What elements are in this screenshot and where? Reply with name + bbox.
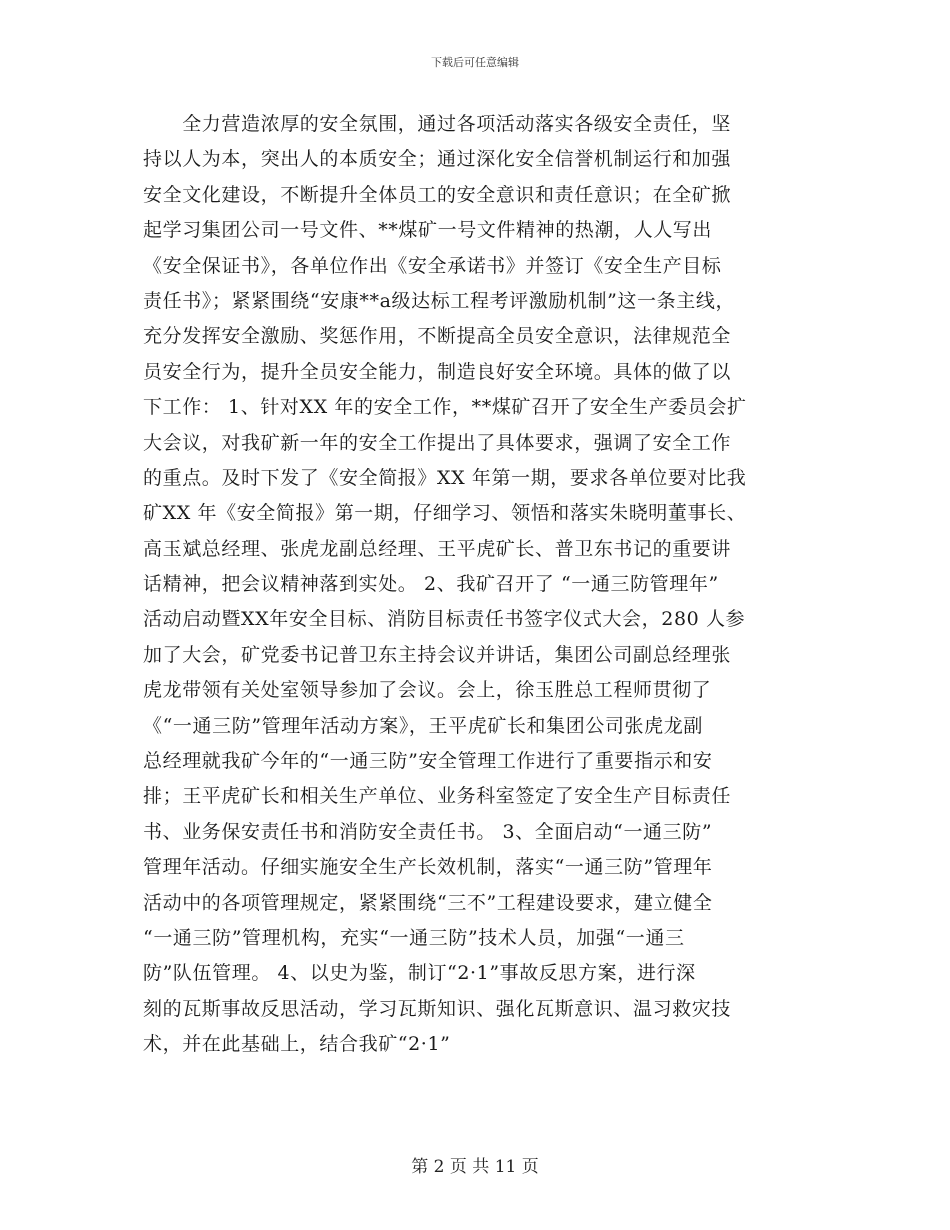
text-line: 《“一通三防”管理年活动方案》，王平虎矿长和集团公司张虎龙副 (143, 714, 703, 737)
text-line: 防”队伍管理。 4、以史为鉴，制订“2·1”事故反思方案，进行深 (143, 962, 696, 985)
body-text (143, 107, 823, 1063)
text-line: 加了大会，矿党委书记普卫东主持会议并讲话，集团公司副总经理张 (143, 643, 732, 666)
text-line: 责任书》；紧紧围绕“安康**a级达标工程考评激励机制”这一条主线， (143, 289, 736, 312)
text-line: 高玉斌总经理、张虎龙副总经理、王平虎矿长、普卫东书记的重要讲 (143, 537, 732, 560)
page-header: 下载后可任意编辑 (431, 56, 519, 69)
text-line: 起学习集团公司一号文件、**煤矿一号文件精神的热潮，人人写出 (143, 219, 713, 242)
text-line: 书、业务保安责任书和消防安全责任书。 3、全面启动“一通三防” (143, 820, 713, 843)
page-number: 第 2 页 共 11 页 (411, 1157, 539, 1177)
text-line: 员安全行为，提升全员安全能力，制造良好安全环境。具体的做了以 (143, 360, 732, 383)
text-line: 刻的瓦斯事故反思活动，学习瓦斯知识、强化瓦斯意识、温习救灾技 (143, 997, 732, 1020)
text-line: 管理年活动。仔细实施安全生产长效机制，落实“一通三防”管理年 (143, 856, 713, 879)
text-line: 活动中的各项管理规定，紧紧围绕“三不”工程建设要求，建立健全 (143, 891, 713, 914)
text-line: 术，并在此基础上，结合我矿“2·1” (143, 1033, 451, 1056)
text-line: 排；王平虎矿长和相关生产单位、业务科室签定了安全生产目标责任 (143, 785, 732, 808)
text-line: 全力营造浓厚的安全氛围，通过各项活动落实各级安全责任，坚 (143, 113, 732, 135)
text-line: 下工作： 1、针对XX 年的安全工作，**煤矿召开了安全生产委员会扩 (143, 396, 747, 419)
text-line: 安全文化建设，不断提升全体员工的安全意识和责任意识；在全矿掀 (143, 183, 732, 206)
text-line: 矿XX 年《安全简报》第一期，仔细学习、领悟和落实朱晓明董事长、 (143, 502, 747, 525)
text-line: 《安全保证书》，各单位作出《安全承诺书》并签订《安全生产目标 (143, 254, 722, 277)
text-line: 的重点。及时下发了《安全简报》XX 年第一期，要求各单位要对比我 (143, 466, 747, 489)
text-line: “一通三防”管理机构，充实“一通三防”技术人员，加强“一通三 (143, 926, 685, 949)
text-line: 活动启动暨XX年安全目标、消防目标责任书签字仪式大会，280 人参 (143, 608, 746, 631)
text-line: 总经理就我矿今年的“一通三防”安全管理工作进行了重要指示和安 (143, 750, 713, 773)
text-line: 持以人为本，突出人的本质安全；通过深化安全信誉机制运行和加强 (143, 148, 732, 171)
text-line: 话精神，把会议精神落到实处。 2、我矿召开了 “一通三防管理年” (143, 573, 719, 596)
text-line: 充分发挥安全激励、奖惩作用，不断提高全员安全意识，法律规范全 (143, 325, 732, 348)
text-line: 大会议，对我矿新一年的安全工作提出了具体要求，强调了安全工作 (143, 431, 732, 454)
text-line: 虎龙带领有关处室领导参加了会议。会上，徐玉胜总工程师贯彻了 (143, 679, 712, 702)
